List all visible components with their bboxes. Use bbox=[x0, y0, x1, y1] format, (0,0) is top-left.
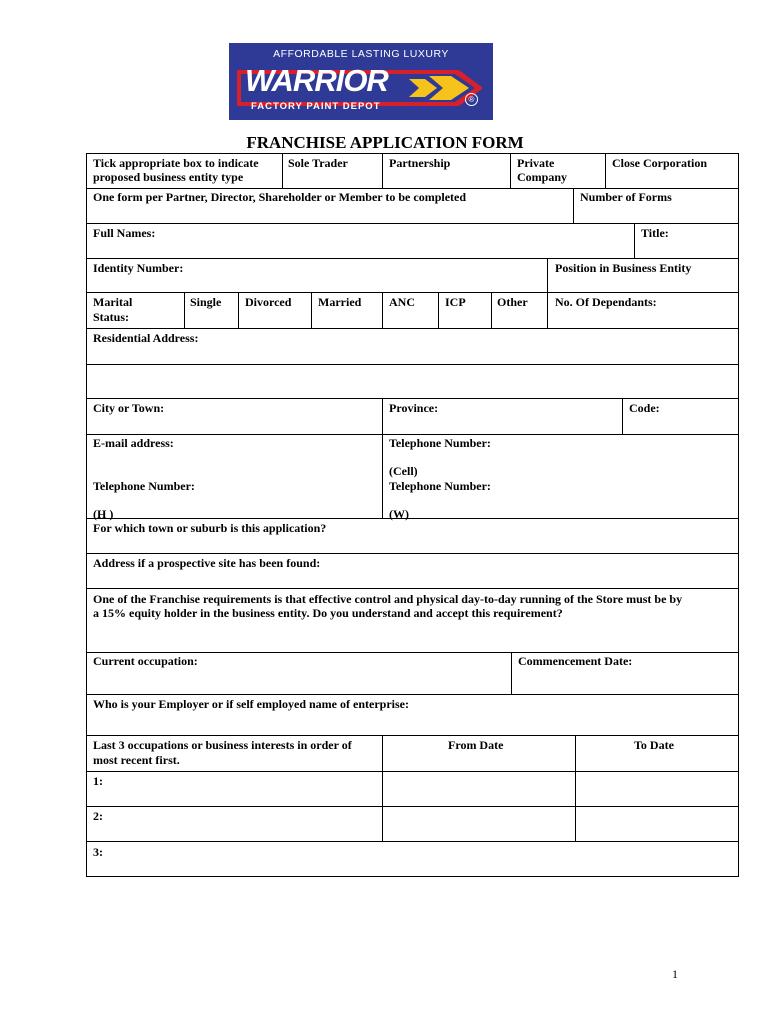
row-divider bbox=[86, 652, 739, 653]
to-date-header: To Date bbox=[634, 738, 674, 752]
married-checkbox[interactable]: Married bbox=[318, 295, 362, 309]
row-divider bbox=[86, 518, 739, 519]
city-field[interactable]: City or Town: bbox=[93, 401, 165, 415]
current-occupation-field[interactable]: Current occupation: bbox=[93, 654, 198, 668]
requirement-text: One of the Franchise requirements is that effective control and physical day-to-day running of the Store must be by bbox=[93, 592, 683, 606]
row-divider bbox=[86, 398, 739, 399]
work-phone-field[interactable]: Telephone Number: bbox=[389, 479, 491, 493]
row-divider bbox=[86, 434, 739, 435]
row-divider bbox=[86, 328, 739, 329]
identity-number-field[interactable]: Identity Number: bbox=[93, 261, 184, 275]
col-divider bbox=[511, 652, 512, 694]
cell-label: (Cell) bbox=[389, 464, 418, 478]
private-company-checkbox[interactable]: Private bbox=[517, 156, 555, 170]
col-divider bbox=[547, 258, 548, 328]
number-of-forms-field[interactable]: Number of Forms bbox=[580, 190, 672, 204]
dependants-field[interactable]: No. Of Dependants: bbox=[555, 295, 657, 309]
col-divider bbox=[634, 223, 635, 258]
divorced-checkbox[interactable]: Divorced bbox=[245, 295, 292, 309]
row-divider bbox=[86, 223, 739, 224]
col-divider bbox=[491, 292, 492, 328]
marital-status-label: Marital bbox=[93, 295, 133, 309]
row-divider bbox=[86, 588, 739, 589]
cell-phone-field[interactable]: Telephone Number: bbox=[389, 436, 491, 450]
col-divider bbox=[438, 292, 439, 328]
col-divider bbox=[605, 153, 606, 188]
row-divider bbox=[86, 364, 739, 365]
work-label: (W) bbox=[389, 507, 409, 521]
col-divider bbox=[510, 153, 511, 188]
row-divider bbox=[86, 771, 739, 772]
warrior-logo bbox=[229, 43, 493, 120]
from-date-header: From Date bbox=[448, 738, 504, 752]
col-divider bbox=[573, 188, 574, 223]
logo-brand: WARRIOR bbox=[245, 63, 388, 98]
residential-address-field[interactable]: Residential Address: bbox=[93, 331, 199, 345]
row-divider bbox=[86, 735, 739, 736]
logo-subtitle: FACTORY PAINT DEPOT bbox=[251, 101, 381, 112]
marital-status-label: Status: bbox=[93, 310, 130, 324]
row-divider bbox=[86, 258, 739, 259]
partnership-checkbox[interactable]: Partnership bbox=[389, 156, 451, 170]
position-field[interactable]: Position in Business Entity bbox=[555, 261, 692, 275]
home-phone-field[interactable]: Telephone Number: bbox=[93, 479, 195, 493]
icp-checkbox[interactable]: ICP bbox=[445, 295, 466, 309]
logo-tagline: AFFORDABLE LASTING LUXURY bbox=[273, 48, 449, 60]
last3-header: most recent first. bbox=[93, 753, 180, 767]
registered-mark: ® bbox=[465, 93, 478, 106]
col-divider bbox=[382, 153, 383, 188]
private-company-label: Company bbox=[517, 170, 568, 184]
row-divider bbox=[86, 806, 739, 807]
form-title: FRANCHISE APPLICATION FORM bbox=[246, 133, 524, 152]
row-divider bbox=[86, 188, 739, 189]
title-field[interactable]: Title: bbox=[641, 226, 669, 240]
commencement-date-field[interactable]: Commencement Date: bbox=[518, 654, 633, 668]
col-divider bbox=[382, 292, 383, 328]
entity-instruction: Tick appropriate box to indicate bbox=[93, 156, 259, 170]
home-label: (H ) bbox=[93, 507, 114, 521]
col-divider bbox=[311, 292, 312, 328]
single-checkbox[interactable]: Single bbox=[190, 295, 222, 309]
employer-field[interactable]: Who is your Employer or if self employed name of enterprise: bbox=[93, 697, 409, 711]
occupation-row-1[interactable]: 1: bbox=[93, 774, 103, 788]
page-number: 1 bbox=[672, 967, 678, 981]
occupation-row-3[interactable]: 3: bbox=[93, 845, 103, 859]
requirement-text: a 15% equity holder in the business entity. Do you understand and accept this requirement? bbox=[93, 606, 563, 620]
col-divider bbox=[575, 735, 576, 841]
province-field[interactable]: Province: bbox=[389, 401, 439, 415]
entity-instruction: proposed business entity type bbox=[93, 170, 244, 184]
col-divider bbox=[382, 398, 383, 518]
col-divider bbox=[382, 735, 383, 841]
anc-checkbox[interactable]: ANC bbox=[389, 295, 415, 309]
full-names-field[interactable]: Full Names: bbox=[93, 226, 156, 240]
col-divider bbox=[184, 292, 185, 328]
email-field[interactable]: E-mail address: bbox=[93, 436, 174, 450]
site-address-field[interactable]: Address if a prospective site has been found: bbox=[93, 556, 321, 570]
row-divider bbox=[86, 553, 739, 554]
occupation-row-2[interactable]: 2: bbox=[93, 809, 103, 823]
sole-trader-checkbox[interactable]: Sole Trader bbox=[288, 156, 348, 170]
row-divider bbox=[86, 694, 739, 695]
other-checkbox[interactable]: Other bbox=[497, 295, 528, 309]
code-field[interactable]: Code: bbox=[629, 401, 660, 415]
col-divider bbox=[622, 398, 623, 434]
one-form-note: One form per Partner, Director, Shareholder or Member to be completed bbox=[93, 190, 467, 204]
col-divider bbox=[282, 153, 283, 188]
which-town-field[interactable]: For which town or suburb is this application? bbox=[93, 521, 327, 535]
row-divider bbox=[86, 841, 739, 842]
col-divider bbox=[238, 292, 239, 328]
close-corporation-checkbox[interactable]: Close Corporation bbox=[612, 156, 707, 170]
last3-header: Last 3 occupations or business interests in order of bbox=[93, 738, 352, 752]
